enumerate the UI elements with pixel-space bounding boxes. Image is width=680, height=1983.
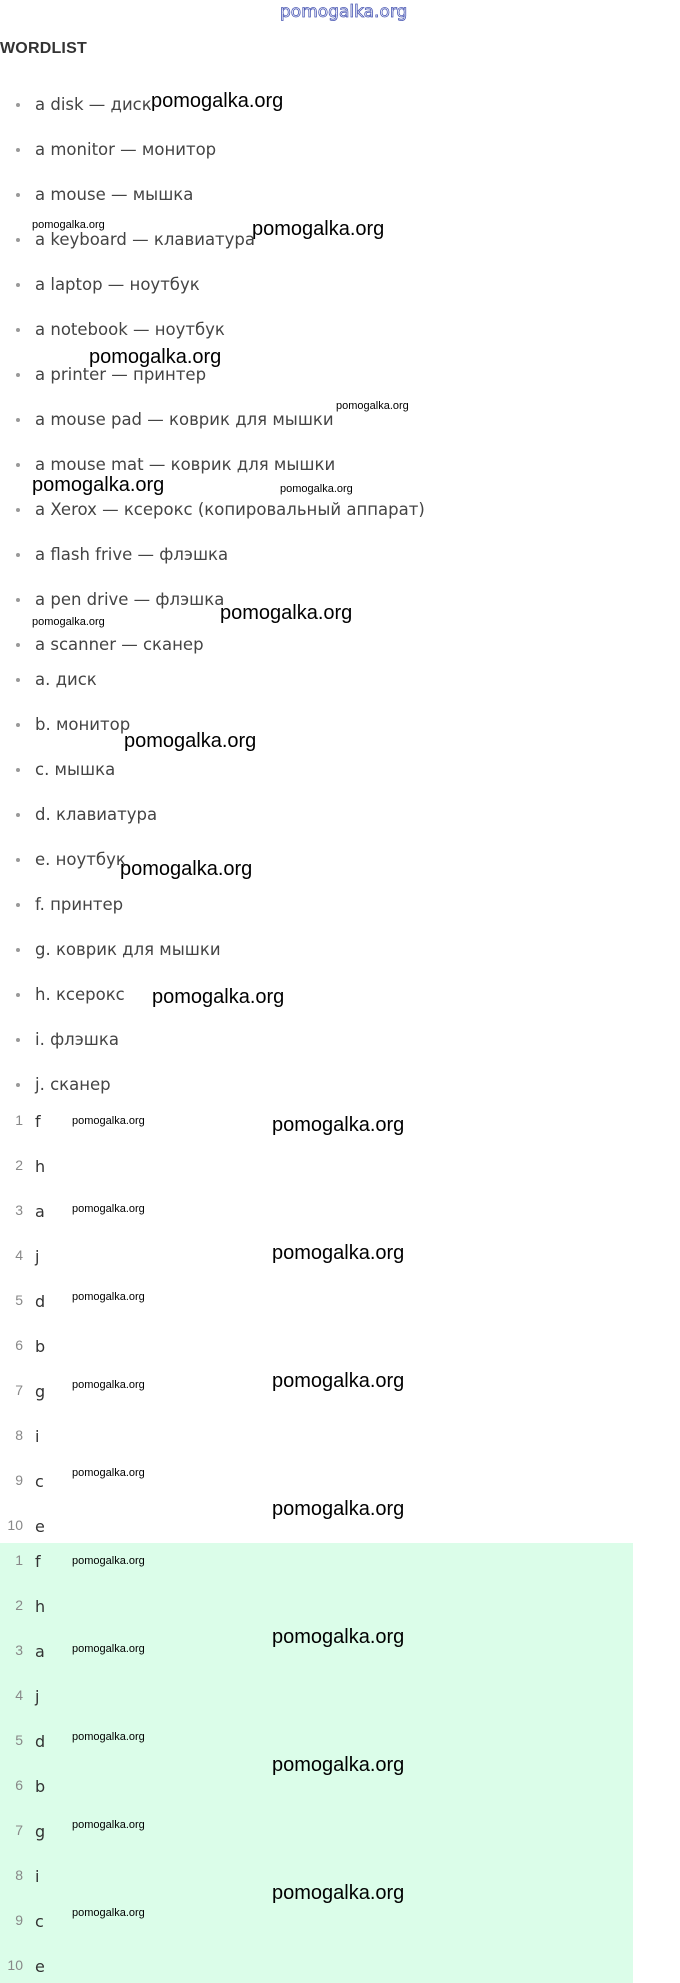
option-text: c. мышка: [35, 760, 116, 779]
row-number: 5: [15, 1732, 23, 1748]
bullet: [16, 643, 20, 647]
row-number: 4: [15, 1687, 23, 1703]
watermark: pomogalka.org: [72, 1819, 145, 1831]
list-item-text: a mouse mat — коврик для мышки: [35, 455, 336, 474]
table-row: [0, 1337, 633, 1357]
row-number: 9: [15, 1472, 23, 1488]
bullet: [16, 903, 20, 907]
table-row: [0, 1157, 633, 1177]
row-answer: i: [35, 1867, 40, 1886]
table-row: [0, 1292, 633, 1312]
bullet: [16, 768, 20, 772]
table-row: [0, 1687, 633, 1707]
row-answer: d: [35, 1292, 46, 1311]
row-number: 4: [15, 1247, 23, 1263]
row-answer: i: [35, 1427, 40, 1446]
row-answer: a: [35, 1642, 45, 1661]
watermark: pomogalka.org: [336, 400, 409, 412]
bullet: [16, 283, 20, 287]
list-item-text: a disk — диск: [35, 95, 152, 114]
row-answer: d: [35, 1732, 46, 1751]
watermark: pomogalka.org: [272, 1114, 405, 1136]
table-row: [0, 1472, 633, 1492]
bullet: [16, 813, 20, 817]
list-item-text: a keyboard — клавиатура: [35, 230, 256, 249]
list-item-text: a mouse — мышка: [35, 185, 194, 204]
table-row: [0, 1957, 633, 1977]
watermark: pomogalka.org: [72, 1907, 145, 1919]
bullet: [16, 553, 20, 557]
watermark: pomogalka.org: [152, 986, 285, 1008]
option-text: e. ноутбук: [35, 850, 126, 869]
bullet: [16, 418, 20, 422]
site-logo[interactable]: pomogalka.org: [280, 2, 408, 22]
row-answer: f: [35, 1112, 41, 1131]
watermark: pomogalka.org: [272, 1626, 405, 1648]
table-row: [0, 1867, 633, 1887]
watermark: pomogalka.org: [72, 1203, 145, 1215]
table-row: [0, 1642, 633, 1662]
bullet: [16, 373, 20, 377]
answer-table: [0, 1112, 633, 1544]
table-row: [0, 1202, 633, 1222]
row-answer: h: [35, 1157, 46, 1176]
row-number: 2: [15, 1597, 23, 1613]
bullet: [16, 948, 20, 952]
row-answer: c: [35, 1912, 44, 1931]
bullet: [16, 678, 20, 682]
table-row: [0, 1247, 633, 1267]
row-number: 3: [15, 1202, 23, 1218]
bullet: [16, 103, 20, 107]
table-row: [0, 1382, 633, 1402]
row-number: 10: [7, 1957, 23, 1973]
row-number: 7: [15, 1382, 23, 1398]
watermark: pomogalka.org: [72, 1115, 145, 1127]
bullet: [16, 508, 20, 512]
watermark: pomogalka.org: [124, 730, 257, 752]
bullet: [16, 858, 20, 862]
table-row: [0, 1597, 633, 1617]
watermark: pomogalka.org: [32, 474, 165, 496]
list-item-text: a printer — принтер: [35, 365, 207, 384]
bullet: [16, 238, 20, 242]
row-answer: j: [35, 1687, 40, 1706]
watermark: pomogalka.org: [72, 1379, 145, 1391]
watermark: pomogalka.org: [220, 602, 353, 624]
row-answer: e: [35, 1517, 45, 1536]
row-answer: g: [35, 1382, 46, 1401]
watermark: pomogalka.org: [120, 858, 253, 880]
watermark: pomogalka.org: [252, 218, 385, 240]
answer-table-highlighted: [0, 1543, 633, 1983]
row-number: 6: [15, 1337, 23, 1353]
list-item-text: a flash frive — флэшка: [35, 545, 229, 564]
option-text: j. сканер: [35, 1075, 111, 1094]
option-text: d. клавиатура: [35, 805, 158, 824]
table-row: [0, 1427, 633, 1447]
row-answer: g: [35, 1822, 46, 1841]
table-row: [0, 1552, 633, 1572]
bullet: [16, 328, 20, 332]
option-text: i. флэшка: [35, 1030, 119, 1049]
table-row: [0, 1112, 633, 1132]
bullet: [16, 1038, 20, 1042]
bullet: [16, 598, 20, 602]
table-row: [0, 1732, 633, 1752]
bullet: [16, 463, 20, 467]
row-number: 1: [15, 1552, 23, 1568]
watermark: pomogalka.org: [72, 1291, 145, 1303]
watermark: pomogalka.org: [72, 1643, 145, 1655]
row-number: 10: [7, 1517, 23, 1533]
bullet: [16, 193, 20, 197]
watermark: pomogalka.org: [32, 616, 105, 628]
watermark: pomogalka.org: [32, 219, 105, 231]
bullet: [16, 993, 20, 997]
watermark: pomogalka.org: [151, 90, 284, 112]
row-answer: a: [35, 1202, 45, 1221]
watermark: pomogalka.org: [72, 1731, 145, 1743]
row-answer: b: [35, 1337, 46, 1356]
row-number: 6: [15, 1777, 23, 1793]
bullet: [16, 148, 20, 152]
watermark: pomogalka.org: [89, 346, 222, 368]
list-item-text: a pen drive — флэшка: [35, 590, 225, 609]
row-number: 3: [15, 1642, 23, 1658]
row-number: 8: [15, 1427, 23, 1443]
option-text: a. диск: [35, 670, 97, 689]
watermark: pomogalka.org: [272, 1498, 405, 1520]
watermark: pomogalka.org: [72, 1555, 145, 1567]
row-number: 2: [15, 1157, 23, 1173]
watermark: pomogalka.org: [272, 1370, 405, 1392]
watermark: pomogalka.org: [272, 1754, 405, 1776]
row-answer: j: [35, 1247, 40, 1266]
watermark: pomogalka.org: [272, 1242, 405, 1264]
bullet: [16, 723, 20, 727]
option-text: b. монитор: [35, 715, 131, 734]
list-item-text: a Xerox — ксерокс (копировальный аппарат): [35, 500, 425, 519]
table-row: [0, 1517, 633, 1537]
bullet: [16, 1083, 20, 1087]
watermark: pomogalka.org: [272, 1882, 405, 1904]
list-item-text: a mouse pad — коврик для мышки: [35, 410, 334, 429]
row-number: 8: [15, 1867, 23, 1883]
row-answer: e: [35, 1957, 45, 1976]
option-text: f. принтер: [35, 895, 124, 914]
row-number: 5: [15, 1292, 23, 1308]
list-item-text: a laptop — ноутбук: [35, 275, 200, 294]
row-answer: f: [35, 1552, 41, 1571]
watermark: pomogalka.org: [72, 1467, 145, 1479]
row-number: 9: [15, 1912, 23, 1928]
row-answer: c: [35, 1472, 44, 1491]
list-item-text: a monitor — монитор: [35, 140, 217, 159]
watermark: pomogalka.org: [280, 483, 353, 495]
page-title: WORDLIST: [0, 40, 87, 57]
row-number: 7: [15, 1822, 23, 1838]
table-row: [0, 1777, 633, 1797]
list-item-text: a scanner — сканер: [35, 635, 204, 654]
option-text: g. коврик для мышки: [35, 940, 221, 959]
option-text: h. ксерокс: [35, 985, 125, 1004]
list-item-text: a notebook — ноутбук: [35, 320, 225, 339]
row-number: 1: [15, 1112, 23, 1128]
table-row: [0, 1912, 633, 1932]
row-answer: b: [35, 1777, 46, 1796]
table-row: [0, 1822, 633, 1842]
row-answer: h: [35, 1597, 46, 1616]
